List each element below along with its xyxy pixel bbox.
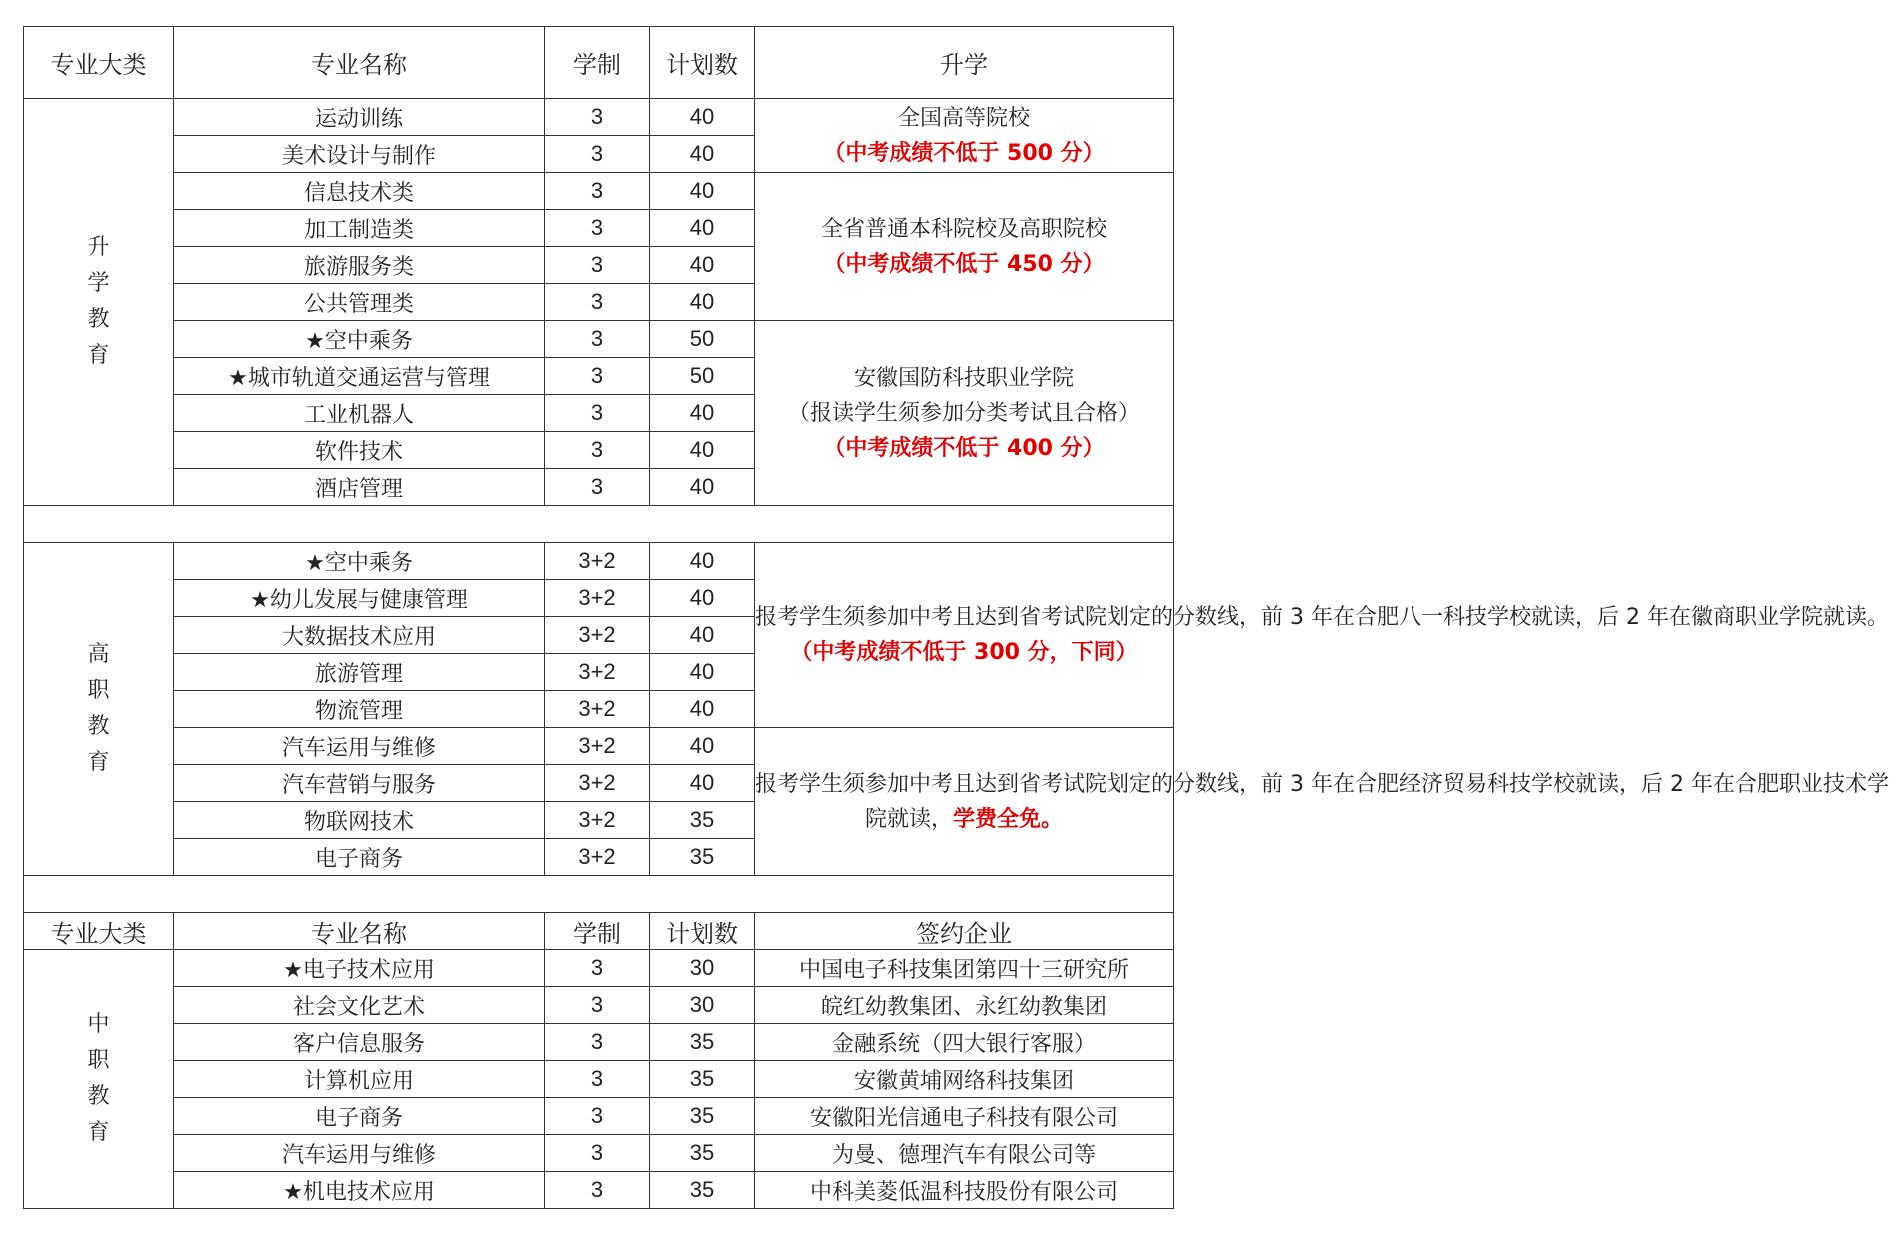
plan-count: 40 <box>650 173 755 210</box>
partner-company: 皖红幼教集团、永红幼教集团 <box>755 987 1174 1024</box>
partner-company: 中科美菱低温科技股份有限公司 <box>755 1172 1174 1209</box>
plan-count: 40 <box>650 580 755 617</box>
spacer-cell <box>24 876 1174 913</box>
table-row <box>24 543 1174 580</box>
score-requirement: （中考成绩不低于 500 分） <box>823 140 1105 166</box>
major-name: 工业机器人 <box>174 395 545 432</box>
major-name: 电子商务 <box>174 1098 545 1135</box>
years: 3 <box>545 1024 650 1061</box>
plan-count: 35 <box>650 1098 755 1135</box>
partner-company: 安徽黄埔网络科技集团 <box>755 1061 1174 1098</box>
partner-company: 为曼、德理汽车有限公司等 <box>755 1135 1174 1172</box>
major-name: 美术设计与制作 <box>174 136 545 173</box>
years: 3+2 <box>545 765 650 802</box>
pathway-note: 报考学生须参加中考且达到省考试院划定的分数线，前 3 年在合肥经济贸易科技学校就读，后 2 年在合肥职业技术学 院就读，学费全免。 <box>755 728 1174 876</box>
header-major: 专业名称 <box>174 913 545 950</box>
years: 3+2 <box>545 839 650 876</box>
major-name: ★幼儿发展与健康管理 <box>174 580 545 617</box>
table-row <box>24 950 1174 987</box>
header-category: 专业大类 <box>24 27 174 99</box>
plan-count: 40 <box>650 136 755 173</box>
plan-count: 40 <box>650 99 755 136</box>
years: 3+2 <box>545 654 650 691</box>
plan-count: 40 <box>650 395 755 432</box>
plan-count: 35 <box>650 1061 755 1098</box>
table-row <box>24 1135 1174 1172</box>
major-name: 大数据技术应用 <box>174 617 545 654</box>
plan-count: 40 <box>650 247 755 284</box>
years: 3 <box>545 210 650 247</box>
major-name: 旅游服务类 <box>174 247 545 284</box>
plan-count: 35 <box>650 1024 755 1061</box>
years: 3 <box>545 1098 650 1135</box>
major-name: 客户信息服务 <box>174 1024 545 1061</box>
years: 3 <box>545 1061 650 1098</box>
years: 3+2 <box>545 691 650 728</box>
years: 3 <box>545 284 650 321</box>
table-row <box>24 1098 1174 1135</box>
table-row <box>24 1024 1174 1061</box>
major-name: 汽车运用与维修 <box>174 1135 545 1172</box>
years: 3+2 <box>545 802 650 839</box>
major-name: 信息技术类 <box>174 173 545 210</box>
years: 3 <box>545 469 650 506</box>
section-spacer <box>24 876 1174 913</box>
table-row <box>24 173 1174 210</box>
header-major: 专业名称 <box>174 27 545 99</box>
header-plan: 计划数 <box>650 913 755 950</box>
major-name: 运动训练 <box>174 99 545 136</box>
years: 3 <box>545 1172 650 1209</box>
plan-count: 30 <box>650 987 755 1024</box>
header-pathway: 升学 <box>755 27 1174 99</box>
table-row <box>24 728 1174 765</box>
plan-count: 40 <box>650 469 755 506</box>
major-name: ★空中乘务 <box>174 543 545 580</box>
plan-count: 35 <box>650 802 755 839</box>
section-spacer <box>24 506 1174 543</box>
major-name: 物流管理 <box>174 691 545 728</box>
category-upgrade-education: 升 学 教 育 <box>24 99 174 506</box>
plan-count: 50 <box>650 321 755 358</box>
header-partner: 签约企业 <box>755 913 1174 950</box>
score-requirement: （中考成绩不低于 300 分，下同） <box>790 640 1138 665</box>
major-name: 社会文化艺术 <box>174 987 545 1024</box>
years: 3 <box>545 173 650 210</box>
table-header-row <box>24 913 1174 950</box>
years: 3+2 <box>545 617 650 654</box>
plan-count: 40 <box>650 210 755 247</box>
major-name: 物联网技术 <box>174 802 545 839</box>
pathway-note: 全国高等院校 （中考成绩不低于 500 分） <box>755 99 1174 173</box>
pathway-note: 全省普通本科院校及高职院校 （中考成绩不低于 450 分） <box>755 173 1174 321</box>
plan-count: 40 <box>650 654 755 691</box>
years: 3 <box>545 1135 650 1172</box>
years: 3 <box>545 247 650 284</box>
partner-company: 中国电子科技集团第四十三研究所 <box>755 950 1174 987</box>
table-row <box>24 987 1174 1024</box>
table-row <box>24 1172 1174 1209</box>
years: 3 <box>545 987 650 1024</box>
years: 3 <box>545 99 650 136</box>
spacer-cell <box>24 506 1174 543</box>
years: 3 <box>545 395 650 432</box>
table-row <box>24 321 1174 358</box>
table-header-row <box>24 27 1174 99</box>
plan-count: 35 <box>650 839 755 876</box>
plan-count: 40 <box>650 691 755 728</box>
years: 3+2 <box>545 580 650 617</box>
major-name: 汽车营销与服务 <box>174 765 545 802</box>
score-requirement: （中考成绩不低于 450 分） <box>823 251 1105 277</box>
major-name: 加工制造类 <box>174 210 545 247</box>
major-name: 电子商务 <box>174 839 545 876</box>
header-years: 学制 <box>545 913 650 950</box>
tuition-free-note: 学费全免。 <box>953 806 1064 832</box>
years: 3 <box>545 432 650 469</box>
major-name: ★城市轨道交通运营与管理 <box>174 358 545 395</box>
category-secondary-vocational: 中 职 教 育 <box>24 950 174 1209</box>
plan-count: 40 <box>650 617 755 654</box>
header-category: 专业大类 <box>24 913 174 950</box>
plan-count: 40 <box>650 765 755 802</box>
years: 3 <box>545 321 650 358</box>
header-years: 学制 <box>545 27 650 99</box>
major-name: 汽车运用与维修 <box>174 728 545 765</box>
partner-company: 金融系统（四大银行客服） <box>755 1024 1174 1061</box>
major-name: 旅游管理 <box>174 654 545 691</box>
pathway-note: 安徽国防科技职业学院 （报读学生须参加分类考试且合格） （中考成绩不低于 400 分） <box>755 321 1174 506</box>
major-name: ★电子技术应用 <box>174 950 545 987</box>
header-plan: 计划数 <box>650 27 755 99</box>
pathway-note: 报考学生须参加中考且达到省考试院划定的分数线，前 3 年在合肥八一科技学校就读，后 2 年在徽商职业学院就读。 （中考成绩不低于 300 分，下同） <box>755 543 1174 728</box>
years: 3+2 <box>545 543 650 580</box>
score-requirement: （中考成绩不低于 400 分） <box>823 435 1105 461</box>
major-name: 酒店管理 <box>174 469 545 506</box>
plan-count: 40 <box>650 284 755 321</box>
partner-company: 安徽阳光信通电子科技有限公司 <box>755 1098 1174 1135</box>
plan-count: 30 <box>650 950 755 987</box>
plan-count: 40 <box>650 432 755 469</box>
years: 3 <box>545 136 650 173</box>
enrollment-table <box>23 26 1889 1209</box>
major-name: ★机电技术应用 <box>174 1172 545 1209</box>
years: 3+2 <box>545 728 650 765</box>
plan-count: 35 <box>650 1135 755 1172</box>
years: 3 <box>545 950 650 987</box>
plan-count: 40 <box>650 728 755 765</box>
plan-count: 50 <box>650 358 755 395</box>
major-name: 公共管理类 <box>174 284 545 321</box>
major-name: ★空中乘务 <box>174 321 545 358</box>
plan-count: 40 <box>650 543 755 580</box>
years: 3 <box>545 358 650 395</box>
plan-count: 35 <box>650 1172 755 1209</box>
table-row <box>24 99 1174 136</box>
table-row <box>24 1061 1174 1098</box>
major-name: 软件技术 <box>174 432 545 469</box>
category-higher-vocational: 高 职 教 育 <box>24 543 174 876</box>
major-name: 计算机应用 <box>174 1061 545 1098</box>
